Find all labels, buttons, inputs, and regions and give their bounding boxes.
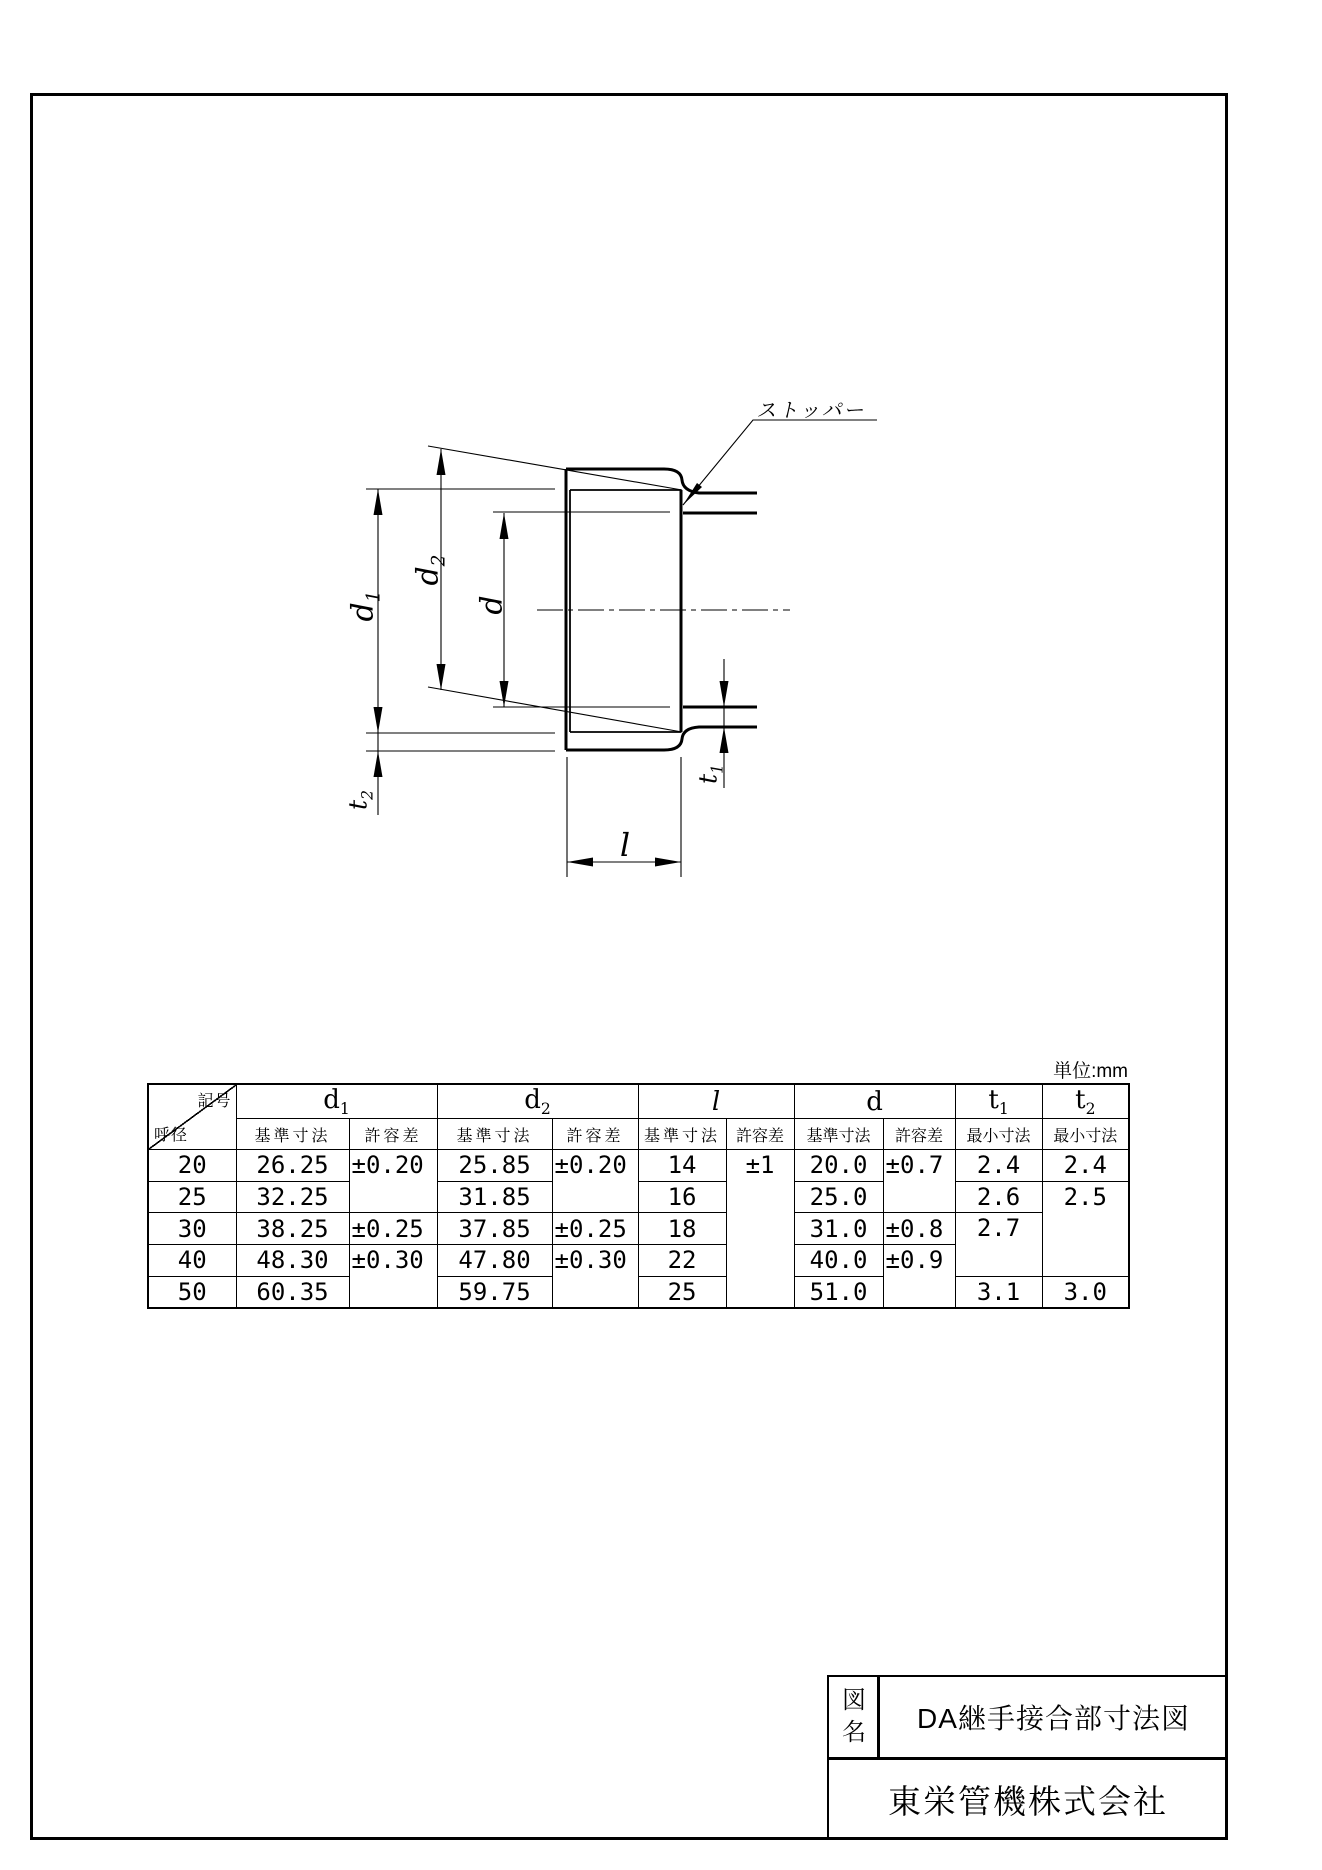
col-header-d1-base: d <box>323 1085 340 1115</box>
dim-label-d <box>475 595 510 614</box>
cell-d1-tol: ±0.25 <box>349 1213 437 1245</box>
dim-label-d1-sub: 1 <box>363 590 385 603</box>
col-header-t1-base: t <box>988 1085 999 1115</box>
dim-label-t1-base: t <box>693 773 723 784</box>
cell-d1-base: 26.25 <box>236 1150 349 1182</box>
dim-label-t1-sub: 1 <box>708 764 727 774</box>
col-header-d1-sub: 1 <box>339 1100 350 1119</box>
cell-t2-min: 2.4 <box>1042 1150 1129 1182</box>
subheader-d-tol: 許容差 <box>883 1119 955 1150</box>
subheader-d-base: 基準寸法 <box>794 1119 883 1150</box>
cell-d1-base: 38.25 <box>236 1213 349 1245</box>
title-block-drawing-title: DA継手接合部寸法図 <box>917 1703 1190 1734</box>
col-header-t2 <box>1042 1084 1129 1119</box>
dim-label-d-base: d <box>474 595 510 615</box>
cell-t1-min: 2.7 <box>955 1213 1042 1276</box>
col-header-d2 <box>437 1084 638 1119</box>
col-header-l-base: l <box>711 1086 721 1117</box>
col-header-d2-base: d <box>524 1085 541 1115</box>
cell-t1-min: 2.4 <box>955 1150 1042 1182</box>
subheader-l-base: 基準寸法 <box>638 1119 726 1150</box>
page-frame <box>32 95 1227 1839</box>
cell-d-tol: ±0.7 <box>883 1150 955 1213</box>
cell-l-base: 18 <box>638 1213 726 1245</box>
cell-size: 25 <box>148 1181 236 1213</box>
title-block-company: 東栄管機株式会社 <box>888 1783 1168 1820</box>
cell-l-base: 16 <box>638 1181 726 1213</box>
corner-size-label: 呼径 <box>154 1127 189 1145</box>
subheader-d2-base: 基準寸法 <box>437 1119 552 1150</box>
cell-d1-tol: ±0.30 <box>349 1244 437 1307</box>
cell-d2-base: 47.80 <box>437 1244 552 1276</box>
table-row <box>148 1213 1129 1245</box>
cell-t2-min: 2.5 <box>1042 1181 1129 1276</box>
cell-d2-base: 25.85 <box>437 1150 552 1182</box>
cell-d2-tol: ±0.30 <box>552 1244 638 1307</box>
dim-label-l: l <box>619 826 631 864</box>
table-row <box>148 1276 1129 1308</box>
cell-size: 40 <box>148 1244 236 1276</box>
dim-label-d2-base: d <box>410 566 446 586</box>
dimension-table <box>147 1083 1130 1309</box>
dim-label-t2-base: t <box>343 799 373 810</box>
cell-d-base: 20.0 <box>794 1150 883 1182</box>
col-header-d-base: d <box>866 1086 883 1117</box>
cell-t2-min: 3.0 <box>1042 1276 1129 1308</box>
table-row <box>148 1150 1129 1182</box>
cell-d2-tol: ±0.25 <box>552 1213 638 1245</box>
subheader-l-tol: 許容差 <box>726 1119 794 1150</box>
cell-d1-base: 60.35 <box>236 1276 349 1308</box>
cell-d-base: 40.0 <box>794 1244 883 1276</box>
title-block <box>827 1675 1228 1840</box>
dim-label-d1-base: d <box>345 602 381 622</box>
dim-label-d2 <box>411 554 450 585</box>
cell-d1-tol: ±0.20 <box>349 1150 437 1213</box>
cell-l-base: 25 <box>638 1276 726 1308</box>
table-header-row-2 <box>148 1119 1129 1150</box>
title-block-name-label: 図名 <box>842 1687 866 1747</box>
cell-l-base: 22 <box>638 1244 726 1276</box>
stopper-label: ストッパー <box>755 400 870 422</box>
table-header-row-1 <box>148 1084 1129 1119</box>
cell-d2-tol: ±0.20 <box>552 1150 638 1213</box>
col-header-t2-base: t <box>1075 1085 1086 1115</box>
cell-d1-base: 32.25 <box>236 1181 349 1213</box>
col-header-t1 <box>955 1084 1042 1119</box>
dim-label-t2 <box>344 790 377 810</box>
col-header-d <box>794 1084 955 1119</box>
col-header-l <box>638 1084 794 1119</box>
col-header-t1-sub: 1 <box>998 1100 1009 1119</box>
cell-l-base: 14 <box>638 1150 726 1182</box>
cell-d-tol: ±0.9 <box>883 1244 955 1307</box>
cell-size: 30 <box>148 1213 236 1245</box>
dim-label-d2-sub: 2 <box>428 554 450 567</box>
cell-size: 20 <box>148 1150 236 1182</box>
cell-d-base: 25.0 <box>794 1181 883 1213</box>
subheader-d2-tol: 許容差 <box>552 1119 638 1150</box>
col-header-t2-sub: 2 <box>1085 1100 1096 1119</box>
cell-d1-base: 48.30 <box>236 1244 349 1276</box>
cell-d2-base: 37.85 <box>437 1213 552 1245</box>
col-header-d1 <box>236 1084 437 1119</box>
cell-size: 50 <box>148 1276 236 1308</box>
corner-cell <box>148 1084 236 1150</box>
col-header-d2-sub: 2 <box>540 1100 551 1119</box>
cell-d2-base: 31.85 <box>437 1181 552 1213</box>
cell-d2-base: 59.75 <box>437 1276 552 1308</box>
cell-t1-min: 3.1 <box>955 1276 1042 1308</box>
unit-note: 単位:mm <box>1053 1061 1128 1082</box>
table-row <box>148 1181 1129 1213</box>
subheader-t1-min: 最小寸法 <box>955 1119 1042 1150</box>
socket-cavity-lines <box>570 490 681 732</box>
cell-d-tol: ±0.8 <box>883 1213 955 1245</box>
subheader-d1-base: 基準寸法 <box>236 1119 349 1150</box>
dim-label-d1 <box>346 590 385 621</box>
cell-d-base: 51.0 <box>794 1276 883 1308</box>
corner-symbol-label: 記号 <box>197 1093 232 1110</box>
cell-l-tol: ±1 <box>726 1150 794 1308</box>
cell-d-base: 31.0 <box>794 1213 883 1245</box>
subheader-t2-min: 最小寸法 <box>1042 1119 1129 1150</box>
dim-label-t1 <box>694 764 727 784</box>
subheader-d1-tol: 許容差 <box>349 1119 437 1150</box>
cell-t1-min: 2.6 <box>955 1181 1042 1213</box>
dim-label-t2-sub: 2 <box>358 790 377 800</box>
dimension-lines <box>363 420 877 877</box>
